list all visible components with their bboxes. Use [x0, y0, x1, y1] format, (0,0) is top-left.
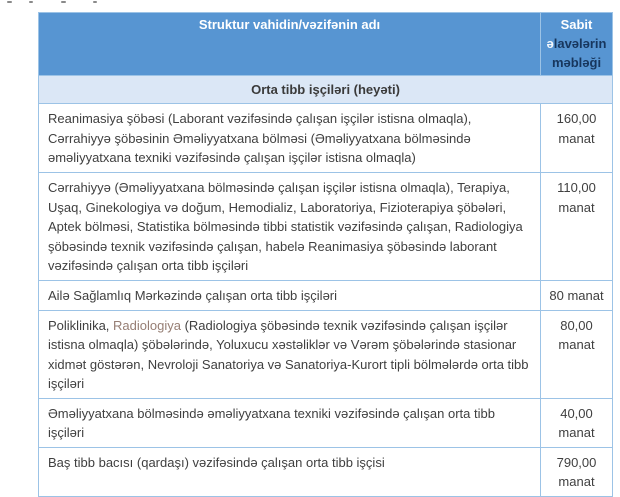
table-row [39, 310, 613, 398]
row-amount [541, 310, 613, 398]
row-description: Əməliyyatxana bölməsində əməliyyatxana texniki vəzifəsində çalışan orta tibb işçiləri [39, 398, 541, 447]
amount-unit: manat [558, 474, 595, 490]
row-description: Cərrahiyyə (Əməliyyatxana bölməsində çalışan işçilər istisna olmaqla), Terapiya, Uşaq, Ginekologiya və doğum, Hemodializ, Laboratoriya, Fizioterapiya şöbələri, Aptek bölməsi, Statistika bölməsində tibbi statistik vəzifəsində çalışan, Radiologiya şöbəsində texnik vəzifəsində çalışan, habelə Reanimasiya şöbəsində laborant vəzifəsində çalışan orta tibb işçiləri [39, 173, 541, 281]
section-header-row [39, 75, 613, 104]
row-description-suffix: (Radiologiya şöbəsində texnik vəzifəsində çalışan işçilər istisna olmaqla) şöbələrində, Yoluxucu xəstəliklər və Vərəm şöbələrində stasionar xidmət göstərən, Nevroloji Sanatoriya və Sanatoriya-Kurort tipli bölmələrdə orta tibb işçiləri [48, 317, 529, 392]
table-row [39, 280, 613, 310]
header-fixed-supplement-line2: əlavələrin [546, 35, 607, 51]
row-description: Reanimasiya şöbəsi (Laborant vəzifəsində çalışan işçilər istisna olmaqla), Cərrahiyyə şöbəsinin Əməliyyatxana bölməsi (Əməliyyatxana bölməsində əməliyyatxana texniki vəzifəsində çalışan işçilər istisna olmaqla) [39, 104, 541, 173]
section-title: Orta tibb işçiləri (heyəti) [39, 75, 613, 104]
row-description-highlighted-word: Radiologiya [113, 317, 181, 333]
table-row [39, 173, 613, 281]
row-description [39, 310, 541, 398]
header-fixed-supplement [541, 13, 613, 76]
amount-unit: manat [558, 199, 595, 215]
clipped-text-fragment [3, 0, 123, 4]
row-amount [541, 280, 613, 310]
amount-value: 40,00 [560, 405, 593, 421]
header-fixed-supplement-line3: məbləği [551, 54, 602, 70]
salary-supplements-table [38, 12, 613, 497]
amount-value: 80 manat [549, 287, 604, 303]
row-amount [541, 104, 613, 173]
amount-unit: manat [558, 130, 595, 146]
table-row [39, 447, 613, 496]
row-amount [541, 447, 613, 496]
header-structure-unit: Struktur vahidin/vəzifənin adı [39, 13, 541, 76]
row-description: Baş tibb bacısı (qardaşı) vəzifəsində çalışan orta tibb işçisi [39, 447, 541, 496]
row-amount [541, 398, 613, 447]
table-row [39, 398, 613, 447]
amount-unit: manat [558, 425, 595, 441]
amount-value: 160,00 [556, 111, 597, 127]
amount-value: 80,00 [560, 317, 593, 333]
header-fixed-supplement-line1: Sabit [560, 17, 593, 32]
row-amount [541, 173, 613, 281]
amount-unit: manat [558, 337, 595, 353]
table-row [39, 104, 613, 173]
table-header-row [39, 13, 613, 76]
row-description: Ailə Sağlamlıq Mərkəzində çalışan orta tibb işçiləri [39, 280, 541, 310]
amount-value: 790,00 [556, 454, 597, 470]
amount-value: 110,00 [557, 180, 596, 196]
row-description-prefix: Poliklinika, [48, 317, 114, 333]
